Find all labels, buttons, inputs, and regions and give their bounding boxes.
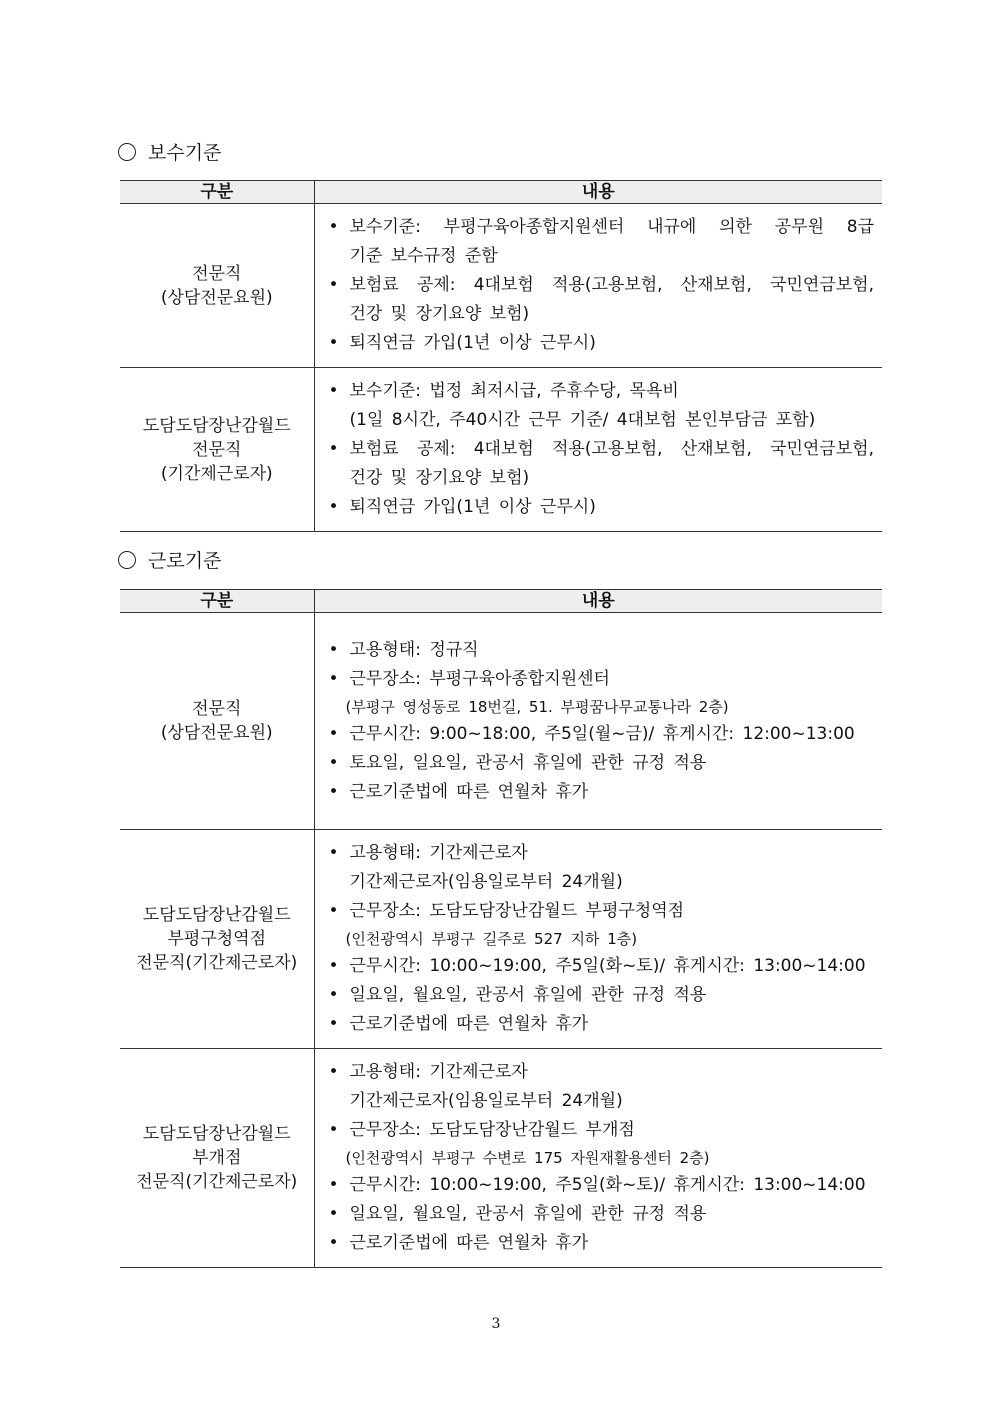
list-item: • 근로기준법에 따른 연월차 휴가 bbox=[323, 1010, 875, 1039]
header-category: 구분 bbox=[120, 590, 314, 613]
list-item: (인천광역시 부평구 길주로 527 지하 1층) bbox=[345, 930, 638, 948]
table-header-row bbox=[120, 181, 882, 204]
row-content bbox=[314, 204, 882, 368]
list-item: • 보수기준: 법정 최저시급, 주휴수당, 목욕비 bbox=[323, 377, 875, 406]
section-title-pay bbox=[118, 138, 221, 165]
category-line: (기간제근로자) bbox=[160, 463, 273, 484]
section-title-work bbox=[118, 546, 221, 573]
category-line: (상담전문요원) bbox=[160, 287, 273, 308]
category-line: 전문직 bbox=[192, 699, 242, 719]
list-item: (인천광역시 부평구 수변로 175 자원재활용센터 2층) bbox=[345, 1149, 710, 1167]
row-category bbox=[120, 204, 314, 368]
category-line: 도담도담장난감월드 bbox=[142, 905, 291, 925]
row-category bbox=[120, 1049, 314, 1268]
list-item: (부평구 영성동로 18번길, 51. 부평꿈나무교통나라 2층) bbox=[345, 697, 729, 716]
list-item: • 근무장소: 도담도담장난감월드 부개점 bbox=[323, 1116, 875, 1145]
list-item: 기간제근로자(임용일로부터 24개월) bbox=[349, 872, 623, 892]
pay-standard-table bbox=[120, 180, 882, 532]
table-row bbox=[120, 368, 882, 532]
table-row bbox=[120, 613, 882, 830]
row-content bbox=[314, 830, 882, 1049]
category-line: 도담도담장난감월드 bbox=[142, 1124, 291, 1144]
work-standard-table bbox=[120, 589, 882, 1268]
list-item: 기간제근로자(임용일로부터 24개월) bbox=[349, 1091, 623, 1111]
list-item: • 고용형태: 기간제근로자 bbox=[323, 839, 875, 868]
category-line: 전문직 bbox=[192, 263, 242, 284]
row-content bbox=[314, 613, 882, 830]
circle-marker-icon bbox=[118, 143, 136, 161]
list-item: • 근무장소: 부평구육아종합지원센터 bbox=[323, 665, 875, 694]
row-content bbox=[314, 1049, 882, 1268]
category-line: 부평구청역점 bbox=[167, 929, 267, 949]
category-line: 도담도담장난감월드 bbox=[142, 415, 291, 436]
row-category bbox=[120, 830, 314, 1049]
circle-marker-icon bbox=[118, 551, 136, 569]
list-item: • 퇴직연금 가입(1년 이상 근무시) bbox=[323, 493, 875, 522]
list-item: • 보수기준: 부평구육아종합지원센터 내규에 의한 공무원 8급 bbox=[323, 213, 875, 242]
list-item: • 퇴직연금 가입(1년 이상 근무시) bbox=[323, 329, 875, 358]
row-category bbox=[120, 368, 314, 532]
list-item: 건강 및 장기요양 보험) bbox=[349, 304, 530, 324]
list-item: • 고용형태: 기간제근로자 bbox=[323, 1058, 875, 1087]
list-item: • 보험료 공제: 4대보험 적용(고용보험, 산재보험, 국민연금보험, bbox=[323, 435, 875, 464]
table-header-row bbox=[120, 590, 882, 613]
list-item: • 보험료 공제: 4대보험 적용(고용보험, 산재보험, 국민연금보험, bbox=[323, 271, 875, 300]
list-item: • 고용형태: 정규직 bbox=[323, 636, 875, 665]
table-row bbox=[120, 1049, 882, 1268]
category-line: (상담전문요원) bbox=[160, 723, 273, 743]
table-row bbox=[120, 830, 882, 1049]
list-item: (1일 8시간, 주40시간 근무 기준/ 4대보험 본인부담금 포함) bbox=[349, 410, 816, 430]
page-number: 3 bbox=[491, 1316, 501, 1332]
list-item: • 일요일, 월요일, 관공서 휴일에 관한 규정 적용 bbox=[323, 1200, 875, 1229]
category-line: 부개점 bbox=[192, 1148, 242, 1168]
header-content: 내용 bbox=[314, 181, 882, 204]
list-item: • 근무시간: 9:00~18:00, 주5일(월~금)/ 휴게시간: 12:00~13:00 bbox=[323, 720, 875, 749]
list-item: • 근무장소: 도담도담장난감월드 부평구청역점 bbox=[323, 897, 875, 926]
row-content bbox=[314, 368, 882, 532]
category-line: 전문직 bbox=[192, 439, 242, 460]
header-content: 내용 bbox=[314, 590, 882, 613]
list-item: 기준 보수규정 준함 bbox=[349, 246, 498, 266]
header-category: 구분 bbox=[120, 181, 314, 204]
table-row bbox=[120, 204, 882, 368]
list-item: 건강 및 장기요양 보험) bbox=[349, 468, 530, 488]
list-item: • 근무시간: 10:00~19:00, 주5일(화~토)/ 휴게시간: 13:00~14:00 bbox=[323, 1171, 875, 1200]
section-title-text: 근로기준 bbox=[148, 550, 222, 572]
section-title-text: 보수기준 bbox=[148, 142, 222, 164]
row-category bbox=[120, 613, 314, 830]
list-item: • 근로기준법에 따른 연월차 휴가 bbox=[323, 1229, 875, 1258]
list-item: • 근로기준법에 따른 연월차 휴가 bbox=[323, 778, 875, 807]
list-item: • 근무시간: 10:00~19:00, 주5일(화~토)/ 휴게시간: 13:00~14:00 bbox=[323, 952, 875, 981]
category-line: 전문직(기간제근로자) bbox=[136, 953, 298, 973]
category-line: 전문직(기간제근로자) bbox=[136, 1172, 298, 1192]
list-item: • 일요일, 월요일, 관공서 휴일에 관한 규정 적용 bbox=[323, 981, 875, 1010]
list-item: • 토요일, 일요일, 관공서 휴일에 관한 규정 적용 bbox=[323, 749, 875, 778]
